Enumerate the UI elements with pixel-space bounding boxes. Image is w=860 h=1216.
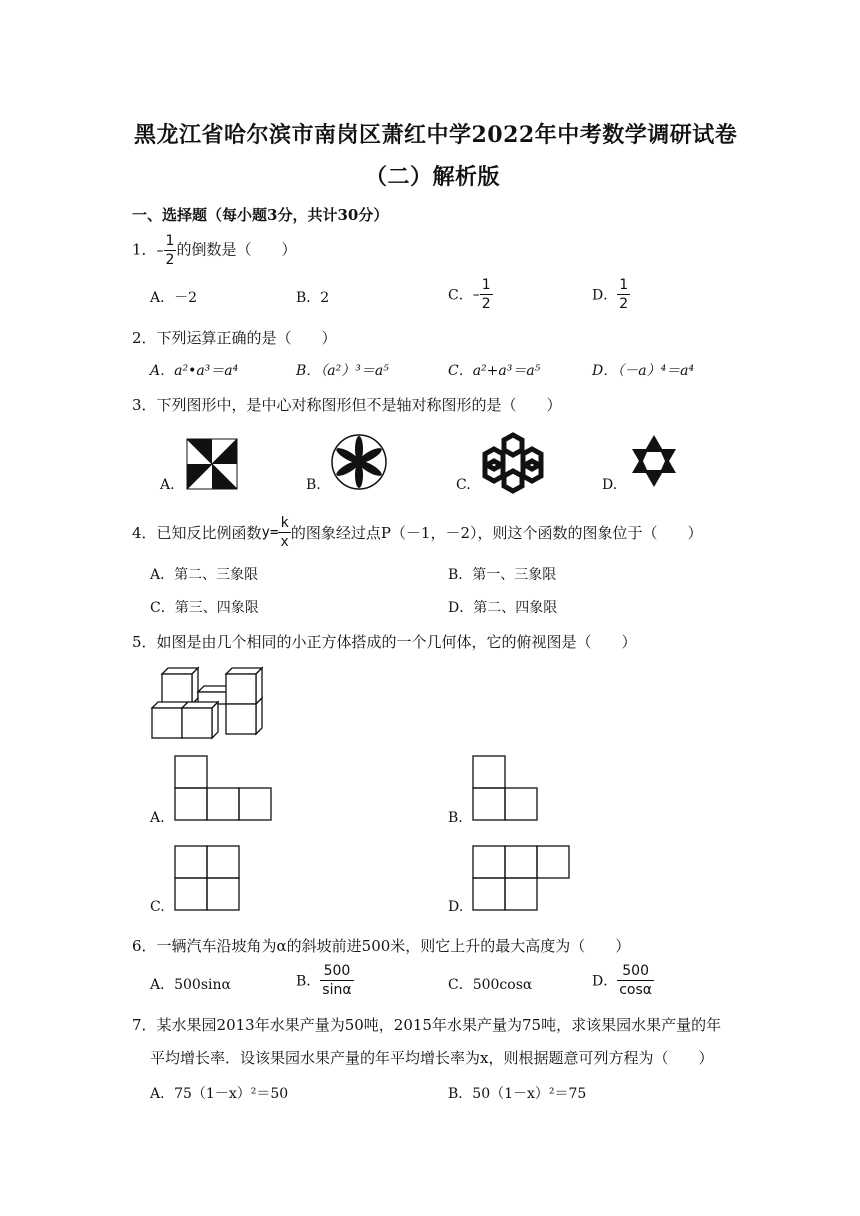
q1-suffix: 的倒数是（ ） bbox=[176, 240, 297, 259]
q6-d-fraction bbox=[617, 964, 654, 997]
q4-fraction bbox=[278, 516, 290, 549]
q1-option-a: A．－2 bbox=[150, 290, 198, 306]
fraction-bar bbox=[480, 294, 493, 295]
q1-d-fraction bbox=[617, 278, 630, 311]
q2-option-b: B．（a²）³＝a⁵ bbox=[296, 363, 389, 379]
top-view-option-b bbox=[472, 755, 540, 823]
q6-b-label: B． bbox=[296, 973, 321, 990]
q4-option-c: C．第三、四象限 bbox=[150, 600, 259, 616]
q1-frac-den: 2 bbox=[165, 252, 175, 268]
q6-option-b bbox=[296, 964, 354, 997]
q1-c-fraction bbox=[480, 278, 493, 311]
q4-option-a: A．第二、三象限 bbox=[150, 567, 259, 583]
q5-label-d: D. bbox=[448, 899, 464, 915]
fraction-bar bbox=[617, 980, 654, 981]
question-4 bbox=[132, 516, 703, 549]
fraction-bar bbox=[278, 532, 290, 533]
question-2: 2．下列运算正确的是（ ） bbox=[132, 329, 337, 347]
q1-c-minus: – bbox=[472, 286, 480, 303]
q6-d-label: D． bbox=[592, 973, 618, 990]
q4-x: x bbox=[280, 534, 289, 550]
q1-option-c bbox=[448, 278, 493, 311]
question-1 bbox=[132, 234, 296, 267]
hexagon-ring-figure bbox=[480, 432, 546, 494]
q1-d-den: 2 bbox=[619, 296, 629, 312]
q1-frac-num: 1 bbox=[165, 233, 175, 249]
q6-option-c: C．500cosα bbox=[448, 977, 533, 993]
q6-option-a: A．500sinα bbox=[150, 977, 231, 993]
q2-option-a: A．a²•a³＝a⁴ bbox=[150, 363, 239, 379]
q5-label-a: A. bbox=[150, 810, 165, 826]
question-7-line-1: 7．某水果园2013年水果产量为50吨，2015年水果产量为75吨，求该果园水果产量的年 bbox=[132, 1016, 722, 1034]
question-6: 6．一辆汽车沿坡角为α的斜坡前进500米，则它上升的最大高度为（ ） bbox=[132, 937, 631, 955]
q5-label-c: C. bbox=[150, 899, 165, 915]
q5-label-b: B. bbox=[448, 810, 463, 826]
q1-option-d bbox=[592, 278, 630, 311]
q1-prefix: 1． bbox=[132, 240, 157, 259]
q6-option-d bbox=[592, 964, 654, 997]
q2-option-d: D．（－a）⁴＝a⁴ bbox=[592, 363, 695, 379]
q4-option-d: D．第二、四象限 bbox=[448, 600, 558, 616]
q4-k: k bbox=[280, 515, 289, 531]
q6-d-den: cosα bbox=[619, 982, 653, 998]
q1-c-num: 1 bbox=[481, 277, 491, 293]
q7-option-b: B．50（1－x）²＝75 bbox=[448, 1086, 587, 1102]
section-header: 一、选择题（每小题3分，共计30分） bbox=[132, 206, 389, 224]
q4-suffix: 的图象经过点P（－1，－2），则这个函数的图象位于（ ） bbox=[290, 524, 703, 542]
q3-label-a: A. bbox=[160, 477, 175, 493]
fraction-bar bbox=[617, 294, 630, 295]
top-view-option-c bbox=[174, 845, 242, 913]
q6-b-num: 500 bbox=[323, 963, 351, 979]
fraction-bar bbox=[320, 980, 353, 981]
q3-label-c: C. bbox=[456, 477, 471, 493]
q1-fraction bbox=[164, 234, 177, 267]
question-7-line-2: 平均增长率．设该果园水果产量的年平均增长率为x，则根据题意可列方程为（ ） bbox=[150, 1049, 714, 1067]
q1-d-num: 1 bbox=[619, 277, 629, 293]
q6-b-fraction bbox=[320, 964, 353, 997]
q4-option-b: B．第一、三象限 bbox=[448, 567, 557, 583]
q4-prefix: 4．已知反比例函数 bbox=[132, 524, 262, 542]
document-title-line1: 黑龙江省哈尔滨市南岗区萧红中学2022年中考数学调研试卷 bbox=[134, 122, 738, 148]
q1-c-label: C． bbox=[448, 287, 473, 304]
document-title-line2: （二）解析版 bbox=[365, 164, 501, 190]
q2-option-c: C．a²+a³＝a⁵ bbox=[448, 363, 541, 379]
q1-option-b: B．2 bbox=[296, 290, 330, 306]
q6-b-den: sinα bbox=[322, 982, 352, 998]
q4-y-eq: y= bbox=[261, 524, 279, 541]
q3-label-d: D. bbox=[602, 477, 618, 493]
q6-d-num: 500 bbox=[622, 963, 649, 979]
pinwheel-figure bbox=[186, 438, 238, 490]
star-of-david-figure bbox=[630, 434, 678, 488]
question-5: 5．如图是由几个相同的小正方体搭成的一个几何体，它的俯视图是（ ） bbox=[132, 633, 637, 651]
q7-option-a: A．75（1－x）²＝50 bbox=[150, 1086, 289, 1102]
question-3: 3．下列图形中，是中心对称图形但不是轴对称图形的是（ ） bbox=[132, 396, 562, 414]
cube-stack-figure bbox=[148, 662, 278, 748]
q1-minus: – bbox=[156, 242, 164, 259]
q1-c-den: 2 bbox=[481, 296, 491, 312]
q3-label-b: B. bbox=[306, 477, 321, 493]
top-view-option-a bbox=[174, 755, 274, 823]
q1-d-label: D． bbox=[592, 287, 618, 304]
top-view-option-d bbox=[472, 845, 572, 913]
fraction-bar bbox=[164, 250, 177, 251]
flower-circle-figure bbox=[330, 433, 388, 491]
